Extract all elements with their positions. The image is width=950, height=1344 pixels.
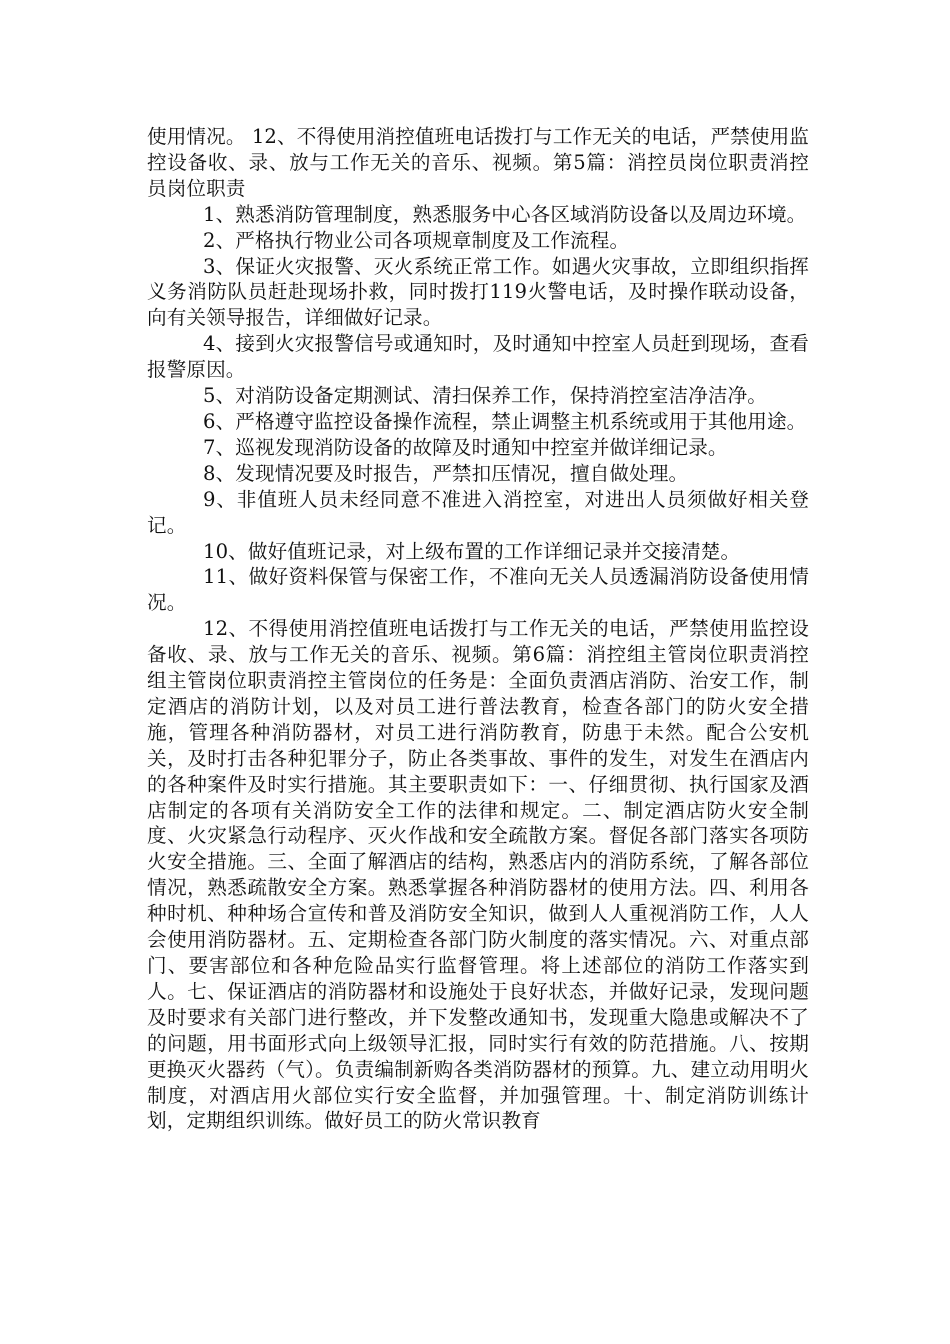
paragraph: 6、严格遵守监控设备操作流程，禁止调整主机系统或用于其他用途。 (203, 409, 807, 433)
paragraph: 8、发现情况要及时报告，严禁扣压情况，擅自做处理。 (203, 461, 689, 485)
paragraph: 5、对消防设备定期测试、清扫保养工作，保持消控室洁净洁净。 (203, 384, 767, 408)
paragraph: 11、做好资料保管与保密工作，不准向无关人员透漏消防设备使用情况。 (147, 565, 809, 615)
paragraph: 使用情况。 12、不得使用消控值班电话拨打与工作无关的电话，严禁使用监控设备收、录、放与工作无关的音乐、视频。第5篇：消控员岗位职责消控员岗位职责 (147, 125, 809, 200)
paragraph: 1、熟悉消防管理制度，熟悉服务中心各区域消防设备以及周边环境。 (203, 202, 807, 226)
paragraph: 4、接到火灾报警信号或通知时，及时通知中控室人员赶到现场，查看报警原因。 (147, 332, 809, 382)
paragraph: 9、非值班人员未经同意不准进入消控室，对进出人员须做好相关登记。 (147, 487, 809, 537)
paragraph: 10、做好值班记录，对上级布置的工作详细记录并交接清楚。 (203, 539, 741, 563)
paragraph: 12、不得使用消控值班电话拨打与工作无关的电话，严禁使用监控设备收、录、放与工作无关的音乐、视频。第6篇：消控组主管岗位职责消控组主管岗位职责消控主管岗位的任务是：全面负责酒店消防、治安工作，制定酒店的消防计划，以及对员工进行普法教育，检查各部门的防火安全措施，管理各种消防器材，对员工进行消防教育，防患于未然。配合公安机关，及时打击各种犯罪分子，防止各类事故、事件的发生，对发生在酒店内的各种案件及时实行措施。其主要职责如下：一、仔细贯彻、执行国家及酒店制定的各项有关消防安全工作的法律和规定。二、制定酒店防火安全制度、火灾紧急行动程序、灭火作战和安全疏散方案。督促各部门落实各项防火安全措施。三、全面了解酒店的结构，熟悉店内的消防系统，了解各部位情况，熟悉疏散安全方案。熟悉掌握各种消防器材的使用方法。四、利用各种时机、种种场合宣传和普及消防安全知识，做到人人重视消防工作，人人会使用消防器材。五、定期检查各部门防火制度的落实情况。六、对重点部门、要害部位和各种危险品实行监督管理。将上述部位的消防工作落实到人。七、保证酒店的消防器材和设施处于良好状态，并做好记录，发现问题及时要求有关部门进行整改，并下发整改通知书，发现重大隐患或解决不了的问题，用书面形式向上级领导汇报，同时实行有效的防范措施。八、按期更换灭火器药（气）。负责编制新购各类消防器材的预算。九、建立动用明火制度，对酒店用火部位实行安全监督，并加强管理。十、制定消防训练计划，定期组织训练。做好员工的防火常识教育 (147, 617, 809, 1133)
paragraph: 2、严格执行物业公司各项规章制度及工作流程。 (203, 228, 630, 252)
paragraph: 7、巡视发现消防设备的故障及时通知中控室并做详细记录。 (203, 435, 728, 459)
paragraph: 3、保证火灾报警、灭火系统正常工作。如遇火灾事故，立即组织指挥义务消防队员赶赴现场扑救，同时拨打119火警电话，及时操作联动设备，向有关领导报告，详细做好记录。 (147, 254, 809, 330)
document-body (147, 124, 809, 1134)
